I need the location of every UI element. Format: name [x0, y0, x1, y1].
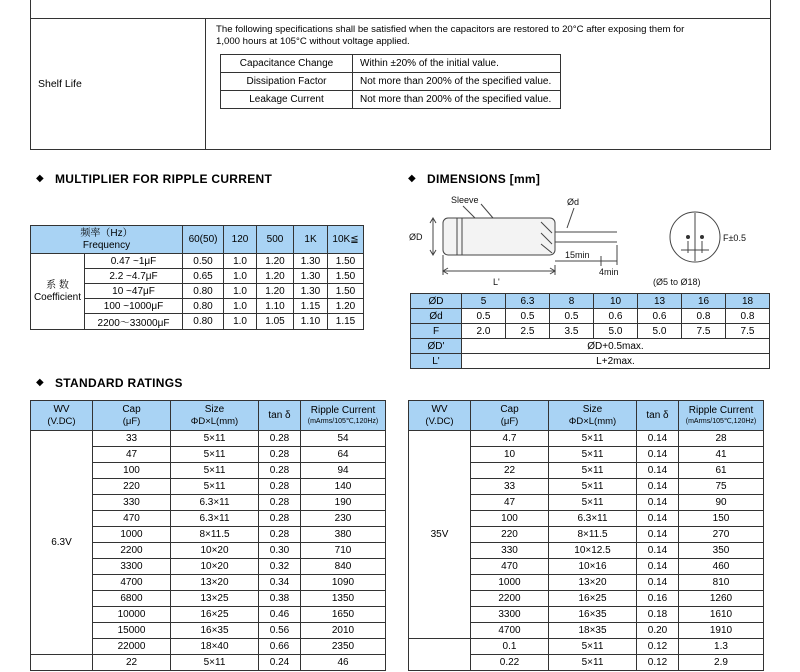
multiplier-table: [30, 225, 364, 330]
dim-value-cell: 0.5: [550, 309, 594, 324]
tan-delta-cell: 0.28: [259, 511, 301, 527]
size-cell: 18×35: [549, 623, 637, 639]
section-title-text: DIMENSIONS [mm]: [427, 172, 541, 186]
cap-header: [471, 401, 549, 431]
ripple-current-cell: 350: [679, 543, 764, 559]
ripple-header-line2: (mArms/105℃,120Hz): [685, 418, 757, 425]
dim-row: [411, 309, 770, 324]
capacitance-range-cell: 100 ~1000μF: [85, 299, 183, 314]
size-header-line2: ΦD×L(mm): [568, 415, 617, 427]
ratings-row: [409, 639, 764, 655]
size-cell: 10×12.5: [549, 543, 637, 559]
multiplier-value-cell: 1.15: [328, 314, 364, 330]
multiplier-value-cell: 1.50: [328, 254, 364, 269]
cap-cell: 330: [471, 543, 549, 559]
ratings-right-tbody: [409, 431, 764, 671]
dim-header-cell: 6.3: [506, 294, 550, 309]
wv-header-line1: WV: [53, 403, 70, 415]
tan-delta-cell: 0.14: [637, 543, 679, 559]
tan-delta-header-text: tan δ: [268, 409, 291, 421]
dim-value-cell: 0.6: [638, 309, 682, 324]
capacitance-range-cell: 0.47 ~1μF: [85, 254, 183, 269]
size-cell: 16×35: [171, 623, 259, 639]
ripple-current-cell: 2010: [301, 623, 386, 639]
capacitor-side-view: [409, 195, 619, 287]
dim-value-cell: 0.5: [506, 309, 550, 324]
size-cell: 8×11.5: [171, 527, 259, 543]
cap-cell: 470: [93, 511, 171, 527]
tan-delta-cell: 0.14: [637, 559, 679, 575]
table-continuation-line: [770, 0, 771, 19]
multiplier-tbody: [31, 254, 364, 330]
size-cell: 5×11: [549, 495, 637, 511]
tan-delta-cell: 0.28: [259, 463, 301, 479]
cap-cell: 0.1: [471, 639, 549, 655]
multiplier-value-cell: 1.30: [294, 284, 328, 299]
shelf-life-description-line2: 1,000 hours at 105°C without voltage applied.: [216, 36, 410, 47]
size-cell: 5×11: [549, 431, 637, 447]
dim-value-cell: 5.0: [594, 324, 638, 339]
wv-cell: 6.3V: [31, 431, 93, 655]
ripple-current-cell: 810: [679, 575, 764, 591]
tan-delta-cell: 0.16: [637, 591, 679, 607]
section-title-text: STANDARD RATINGS: [55, 376, 183, 390]
multiplier-value-cell: 1.20: [328, 299, 364, 314]
size-cell: 10×20: [171, 559, 259, 575]
cap-cell: 220: [471, 527, 549, 543]
shelf-life-table: [30, 18, 771, 150]
ripple-current-cell: 28: [679, 431, 764, 447]
cap-cell: 0.22: [471, 655, 549, 671]
tan-delta-cell: 0.14: [637, 463, 679, 479]
spec-row: [221, 91, 561, 109]
lead-length-label: 15min: [565, 250, 590, 260]
ripple-current-cell: 41: [679, 447, 764, 463]
multiplier-value-cell: 1.20: [257, 254, 294, 269]
tan-delta-cell: 0.66: [259, 639, 301, 655]
cap-header-line2: (μF): [122, 415, 141, 427]
tan-delta-cell: 0.30: [259, 543, 301, 559]
wv-cell: [409, 639, 471, 671]
tan-delta-header: [637, 401, 679, 431]
tan-delta-cell: 0.38: [259, 591, 301, 607]
ripple-current-header: [679, 401, 764, 431]
multiplier-value-cell: 1.30: [294, 254, 328, 269]
cap-cell: 1000: [93, 527, 171, 543]
wv-header: [31, 401, 93, 431]
spec-row: [221, 73, 561, 91]
table-continuation-line: [30, 0, 31, 19]
multiplier-value-cell: 1.15: [294, 299, 328, 314]
tan-delta-header: [259, 401, 301, 431]
cap-cell: 47: [471, 495, 549, 511]
multiplier-value-cell: 1.20: [257, 269, 294, 284]
size-cell: 6.3×11: [171, 511, 259, 527]
multiplier-value-cell: 0.65: [183, 269, 224, 284]
size-header-line2: ΦD×L(mm): [190, 415, 239, 427]
wv-header-line1: WV: [431, 403, 448, 415]
multiplier-value-cell: 1.0: [224, 299, 257, 314]
size-cell: 5×11: [549, 639, 637, 655]
cap-header-line1: Cap: [500, 403, 519, 415]
frequency-col-header: 60(50): [183, 226, 224, 254]
tan-delta-cell: 0.18: [637, 607, 679, 623]
capacitance-range-cell: 10 ~47μF: [85, 284, 183, 299]
section-title-standard-ratings: [36, 376, 183, 390]
frequency-col-header: 120: [224, 226, 257, 254]
frequency-col-header: 10K≦: [328, 226, 364, 254]
size-header: [549, 401, 637, 431]
ripple-current-cell: 1260: [679, 591, 764, 607]
dim-value-cell: 0.6: [594, 309, 638, 324]
shelf-spec-tbody: [221, 55, 561, 109]
tan-delta-cell: 0.34: [259, 575, 301, 591]
diamond-bullet-icon: ◆: [408, 173, 416, 184]
size-cell: 10×16: [549, 559, 637, 575]
standard-ratings-table-left: [30, 400, 386, 671]
dim-row-label: L': [411, 354, 462, 369]
cap-cell: 22000: [93, 639, 171, 655]
size-cell: 6.3×11: [171, 495, 259, 511]
ratings-row: [31, 431, 386, 447]
size-cell: 6.3×11: [549, 511, 637, 527]
dim-header-cell: 18: [726, 294, 770, 309]
shelf-life-section: [30, 0, 771, 150]
cap-cell: 22: [471, 463, 549, 479]
ripple-current-cell: 1350: [301, 591, 386, 607]
size-header: [171, 401, 259, 431]
cap-header: [93, 401, 171, 431]
tan-delta-cell: 0.56: [259, 623, 301, 639]
multiplier-value-cell: 1.0: [224, 269, 257, 284]
multiplier-value-cell: 0.80: [183, 284, 224, 299]
tan-delta-cell: 0.28: [259, 431, 301, 447]
dim-span-value: L+2max.: [462, 354, 770, 369]
dim-value-cell: 0.5: [462, 309, 506, 324]
size-cell: 5×11: [171, 463, 259, 479]
cap-cell: 330: [93, 495, 171, 511]
size-cell: 5×11: [549, 463, 637, 479]
multiplier-value-cell: 1.05: [257, 314, 294, 330]
cap-cell: 10: [471, 447, 549, 463]
dimensions-table: [410, 293, 770, 369]
cap-cell: 4700: [471, 623, 549, 639]
capacitor-end-view: [653, 212, 746, 287]
tan-delta-cell: 0.20: [637, 623, 679, 639]
size-cell: 5×11: [549, 655, 637, 671]
frequency-header: [31, 226, 183, 254]
spec-item: Capacitance Change: [221, 55, 353, 73]
multiplier-value-cell: 1.0: [224, 314, 257, 330]
cap-cell: 4.7: [471, 431, 549, 447]
cap-cell: 1000: [471, 575, 549, 591]
dim-value-cell: 2.0: [462, 324, 506, 339]
dim-header-cell: 5: [462, 294, 506, 309]
ratings-header-row: [31, 401, 386, 431]
cap-cell: 4700: [93, 575, 171, 591]
dim-header-row: [411, 294, 770, 309]
cap-cell: 10000: [93, 607, 171, 623]
tan-delta-cell: 0.24: [259, 655, 301, 671]
ripple-current-cell: 75: [679, 479, 764, 495]
multiplier-value-cell: 1.10: [294, 314, 328, 330]
dim-header-cell: ØD: [411, 294, 462, 309]
size-cell: 5×11: [549, 447, 637, 463]
capacitance-range-cell: 2200～33000μF: [85, 314, 183, 330]
ratings-left-tbody: [31, 431, 386, 671]
tan-delta-cell: 0.14: [637, 575, 679, 591]
shelf-life-content: [206, 19, 770, 149]
multiplier-value-cell: 1.50: [328, 269, 364, 284]
tan-delta-cell: 0.28: [259, 479, 301, 495]
ripple-current-cell: 710: [301, 543, 386, 559]
ripple-current-cell: 270: [679, 527, 764, 543]
coefficient-label-cn: 系 数: [46, 279, 69, 291]
dim-value-cell: 2.5: [506, 324, 550, 339]
capacitance-range-cell: 2.2 ~4.7μF: [85, 269, 183, 284]
dim-row: [411, 339, 770, 354]
coefficient-label-cell: [31, 254, 85, 330]
multiplier-value-cell: 1.10: [257, 299, 294, 314]
tan-delta-cell: 0.14: [637, 511, 679, 527]
dim-header-cell: 8: [550, 294, 594, 309]
cap-cell: 470: [471, 559, 549, 575]
size-cell: 10×20: [171, 543, 259, 559]
dim-value-cell: 3.5: [550, 324, 594, 339]
ripple-header-line1: Ripple Current: [688, 405, 754, 416]
cap-header-line1: Cap: [122, 403, 141, 415]
ripple-current-cell: 1610: [679, 607, 764, 623]
dim-header-cell: 16: [682, 294, 726, 309]
tan-delta-cell: 0.28: [259, 447, 301, 463]
ripple-current-cell: 2.9: [679, 655, 764, 671]
tan-delta-cell: 0.32: [259, 559, 301, 575]
ripple-current-cell: 1910: [679, 623, 764, 639]
spec-value: Not more than 200% of the specified value.: [353, 91, 561, 109]
ripple-current-cell: 64: [301, 447, 386, 463]
size-cell: 5×11: [549, 479, 637, 495]
size-header-line1: Size: [204, 403, 225, 415]
tan-delta-cell: 0.12: [637, 655, 679, 671]
wv-cell: 35V: [409, 431, 471, 639]
wv-cell: [31, 655, 93, 671]
cap-cell: 47: [93, 447, 171, 463]
ripple-current-cell: 1.3: [679, 639, 764, 655]
spec-item: Leakage Current: [221, 91, 353, 109]
cap-cell: 6800: [93, 591, 171, 607]
spec-value: Not more than 200% of the specified value.: [353, 73, 561, 91]
ripple-current-cell: 46: [301, 655, 386, 671]
dim-row: [411, 324, 770, 339]
multiplier-value-cell: 0.50: [183, 254, 224, 269]
spec-item: Dissipation Factor: [221, 73, 353, 91]
ripple-current-cell: 94: [301, 463, 386, 479]
cap-cell: 3300: [93, 559, 171, 575]
diamond-bullet-icon: ◆: [36, 377, 44, 388]
ratings-header-row: [409, 401, 764, 431]
dim-span-value: ØD+0.5max.: [462, 339, 770, 354]
ripple-current-cell: 61: [679, 463, 764, 479]
multiplier-value-cell: 1.20: [257, 284, 294, 299]
ripple-header-line2: (mArms/105℃,120Hz): [307, 418, 379, 425]
diameter-range-note: (Ø5 to Ø18): [653, 277, 701, 287]
section-title-multiplier: [36, 172, 272, 186]
tan-delta-cell: 0.12: [637, 639, 679, 655]
dim-value-cell: 0.8: [726, 309, 770, 324]
wv-header-line2: (V.DC): [425, 415, 454, 427]
tan-delta-header-text: tan δ: [646, 409, 669, 421]
tan-delta-cell: 0.28: [259, 527, 301, 543]
body-diameter-label: ØD: [409, 232, 423, 242]
section-title-dimensions: [408, 172, 540, 186]
ratings-row: [409, 431, 764, 447]
shelf-life-label: Shelf Life: [31, 19, 206, 149]
body-length-label: L': [493, 277, 500, 287]
shelf-life-description-line1: The following specifications shall be satisfied when the capacitors are restored to 20°C after exposing them for: [216, 24, 685, 35]
size-header-line1: Size: [582, 403, 603, 415]
multiplier-row: [31, 254, 364, 269]
dim-value-cell: 5.0: [638, 324, 682, 339]
dim-header-cell: 13: [638, 294, 682, 309]
tan-delta-cell: 0.28: [259, 495, 301, 511]
multiplier-value-cell: 1.30: [294, 269, 328, 284]
spec-row: [221, 55, 561, 73]
size-cell: 5×11: [171, 447, 259, 463]
ripple-current-cell: 190: [301, 495, 386, 511]
ripple-current-cell: 54: [301, 431, 386, 447]
cap-cell: 33: [93, 431, 171, 447]
tan-delta-cell: 0.14: [637, 479, 679, 495]
coefficient-label-en: Coefficient: [33, 291, 82, 303]
size-cell: 5×11: [171, 479, 259, 495]
ripple-current-cell: 230: [301, 511, 386, 527]
size-cell: 13×20: [549, 575, 637, 591]
cap-cell: 2200: [93, 543, 171, 559]
ripple-current-cell: 1090: [301, 575, 386, 591]
tan-delta-cell: 0.14: [637, 495, 679, 511]
dim-value-cell: 7.5: [682, 324, 726, 339]
section-title-text: MULTIPLIER FOR RIPPLE CURRENT: [55, 172, 273, 186]
cap-cell: 22: [93, 655, 171, 671]
dim-row-label: Ød: [411, 309, 462, 324]
size-cell: 13×25: [171, 591, 259, 607]
lead-diameter-label: Ød: [567, 197, 580, 207]
ripple-header-line1: Ripple Current: [310, 405, 376, 416]
multiplier-header-row: [31, 226, 364, 254]
cap-cell: 15000: [93, 623, 171, 639]
multiplier-value-cell: 0.80: [183, 314, 224, 330]
sleeve-label: Sleeve: [451, 195, 479, 205]
size-cell: 8×11.5: [549, 527, 637, 543]
cap-cell: 100: [93, 463, 171, 479]
ripple-current-cell: 2350: [301, 639, 386, 655]
multiplier-value-cell: 1.0: [224, 254, 257, 269]
cap-cell: 3300: [471, 607, 549, 623]
spec-value: Within ±20% of the initial value.: [353, 55, 561, 73]
dimensions-diagram: [405, 192, 775, 290]
ripple-current-header: [301, 401, 386, 431]
dimensions-tbody: [411, 294, 770, 369]
dim-header-cell: 10: [594, 294, 638, 309]
ripple-current-cell: 140: [301, 479, 386, 495]
wv-header: [409, 401, 471, 431]
dim-value-cell: 7.5: [726, 324, 770, 339]
cap-cell: 220: [93, 479, 171, 495]
frequency-col-header: 500: [257, 226, 294, 254]
ripple-current-cell: 840: [301, 559, 386, 575]
diamond-bullet-icon: ◆: [36, 173, 44, 184]
dim-row: [411, 354, 770, 369]
wv-header-line2: (V.DC): [47, 415, 76, 427]
tan-delta-cell: 0.14: [637, 431, 679, 447]
cap-cell: 100: [471, 511, 549, 527]
dim-value-cell: 0.8: [682, 309, 726, 324]
size-cell: 13×20: [171, 575, 259, 591]
dim-row-label: ØD': [411, 339, 462, 354]
ripple-current-cell: 90: [679, 495, 764, 511]
ratings-row: [31, 655, 386, 671]
tan-delta-cell: 0.14: [637, 447, 679, 463]
frequency-col-header: 1K: [294, 226, 328, 254]
cap-header-line2: (μF): [500, 415, 519, 427]
frequency-header-cn: 频率（Hz）: [80, 227, 133, 239]
ripple-current-cell: 150: [679, 511, 764, 527]
lead-spacing-label: F±0.5: [723, 233, 746, 243]
dim-row-label: F: [411, 324, 462, 339]
frequency-header-en: Frequency: [82, 239, 131, 251]
tan-delta-cell: 0.46: [259, 607, 301, 623]
cap-cell: 2200: [471, 591, 549, 607]
size-cell: 5×11: [171, 431, 259, 447]
ripple-current-cell: 460: [679, 559, 764, 575]
standard-ratings-table-right: [408, 400, 764, 671]
tan-delta-cell: 0.14: [637, 527, 679, 543]
shelf-life-spec-table: [220, 54, 561, 109]
size-cell: 16×35: [549, 607, 637, 623]
size-cell: 16×25: [171, 607, 259, 623]
lead-straight-label: 4min: [599, 267, 619, 277]
multiplier-value-cell: 1.0: [224, 284, 257, 299]
size-cell: 16×25: [549, 591, 637, 607]
size-cell: 5×11: [171, 655, 259, 671]
size-cell: 18×40: [171, 639, 259, 655]
multiplier-value-cell: 0.80: [183, 299, 224, 314]
cap-cell: 33: [471, 479, 549, 495]
ripple-current-cell: 380: [301, 527, 386, 543]
multiplier-value-cell: 1.50: [328, 284, 364, 299]
ripple-current-cell: 1650: [301, 607, 386, 623]
